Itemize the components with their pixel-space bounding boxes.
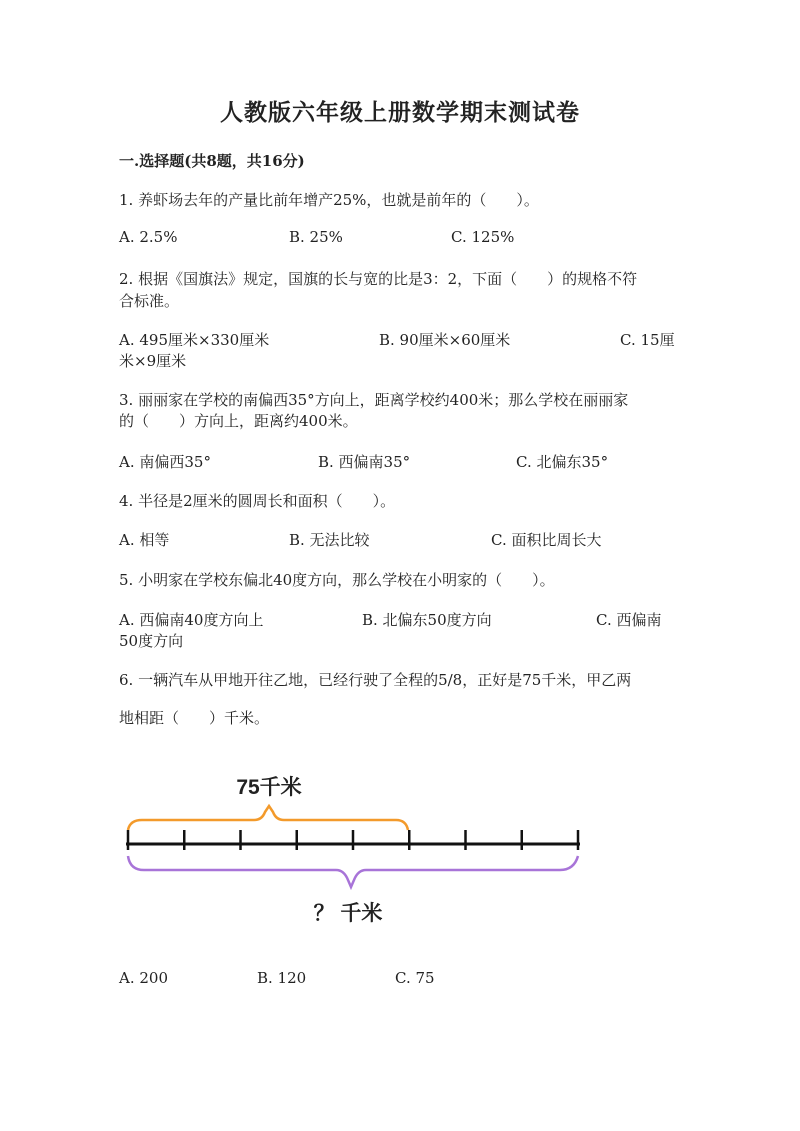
question-6-text-line-1: 6. 一辆汽车从甲地开往乙地，已经行驶了全程的5/8，正好是75千米，甲乙两 [119, 671, 632, 689]
question-2-option-c: C. 15厘 [620, 331, 675, 349]
section-heading: 一.选择题(共8题，共16分) [119, 152, 305, 170]
page-title: 人教版六年级上册数学期末测试卷 [220, 99, 580, 126]
question-5-option-c-continued: 50度方向 [119, 632, 184, 650]
question-1-text: 1. 养虾场去年的产量比前年增产25%，也就是前年的（ ）。 [119, 191, 539, 209]
question-3-text-line-2: 的（ ）方向上，距离约400米。 [119, 412, 358, 430]
question-5-text: 5. 小明家在学校东偏北40度方向，那么学校在小明家的（ ）。 [119, 571, 555, 589]
question-4-option-b: B. 无法比较 [289, 531, 370, 549]
question-1-option-a: A. 2.5% [119, 228, 178, 246]
question-4-text: 4. 半径是2厘米的圆周长和面积（ ）。 [119, 492, 396, 510]
total-distance-label: ？ 千米 [313, 902, 383, 925]
segment-diagram [118, 760, 588, 930]
question-6-option-b: B. 120 [257, 969, 307, 987]
segment-ticks [128, 830, 578, 850]
question-2-option-c-continued: 米×9厘米 [119, 352, 187, 370]
question-6-option-c: C. 75 [395, 969, 435, 987]
question-6-option-a: A. 200 [119, 969, 168, 987]
question-5-option-a: A. 西偏南40度方向上 [119, 611, 264, 629]
question-2-option-a: A. 495厘米×330厘米 [119, 331, 270, 349]
question-1-option-c: C. 125% [451, 228, 515, 246]
known-distance-label: 75千米 [236, 776, 302, 799]
total-distance-brace [128, 856, 578, 887]
question-5-option-c: C. 西偏南 [596, 611, 662, 629]
question-4-option-c: C. 面积比周长大 [491, 531, 602, 549]
question-3-option-c: C. 北偏东35° [516, 453, 609, 471]
known-distance-brace [128, 806, 408, 830]
question-2-text-line-2: 合标准。 [119, 292, 180, 310]
question-2-text-line-1: 2. 根据《国旗法》规定，国旗的长与宽的比是3：2，下面（ ）的规格不符 [119, 270, 638, 288]
question-2-option-b: B. 90厘米×60厘米 [379, 331, 511, 349]
question-5-option-b: B. 北偏东50度方向 [362, 611, 492, 629]
question-3-option-b: B. 西偏南35° [318, 453, 411, 471]
question-6-text-line-2: 地相距（ ）千米。 [119, 709, 270, 727]
question-3-option-a: A. 南偏西35° [119, 453, 211, 471]
question-1-option-b: B. 25% [289, 228, 343, 246]
question-3-text-line-1: 3. 丽丽家在学校的南偏西35°方向上，距离学校约400米；那么学校在丽丽家 [119, 391, 629, 409]
question-4-option-a: A. 相等 [119, 531, 170, 549]
